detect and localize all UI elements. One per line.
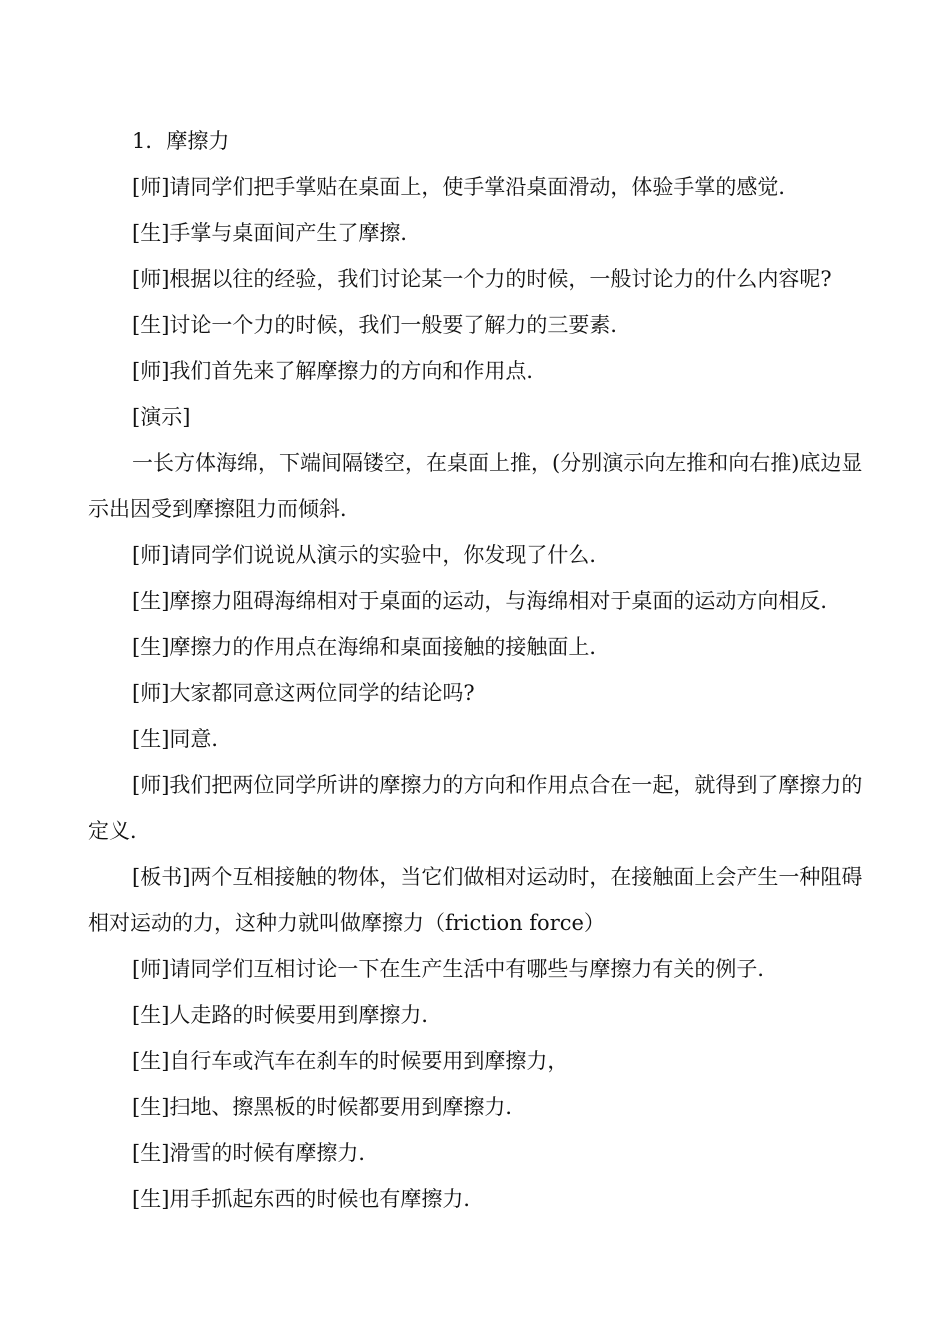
dialogue-line: [生]摩擦力阻碍海绵相对于桌面的运动，与海绵相对于桌面的运动方向相反．	[132, 589, 842, 613]
dialogue-line: [师]我们首先来了解摩擦力的方向和作用点．	[132, 359, 548, 383]
section-heading: 1．摩擦力	[132, 129, 230, 153]
dialogue-line: [生]讨论一个力的时候，我们一般要了解力的三要素．	[132, 313, 632, 337]
dialogue-line: [生]扫地、擦黑板的时候都要用到摩擦力．	[132, 1095, 527, 1119]
dialogue-line: [生]手掌与桌面间产生了摩擦．	[132, 221, 422, 245]
dialogue-line: [师]我们把两位同学所讲的摩擦力的方向和作用点合在一起，就得到了摩擦力的定义．	[88, 773, 863, 843]
dialogue-line: [师]大家都同意这两位同学的结论吗?	[132, 681, 475, 705]
dialogue-line: [生]用手抓起东西的时候也有摩擦力．	[132, 1187, 485, 1211]
dialogue-line: [生]同意．	[132, 727, 233, 751]
dialogue-line: [生]人走路的时候要用到摩擦力．	[132, 1003, 443, 1027]
board-definition: [板书]两个互相接触的物体，当它们做相对运动时，在接触面上会产生一种阻碍相对运动的力，这种力就叫做摩擦力（friction force）	[88, 865, 863, 935]
dialogue-line: [生]自行车或汽车在刹车的时候要用到摩擦力，	[132, 1049, 569, 1073]
dialogue-line: [师]请同学们说说从演示的实验中，你发现了什么．	[132, 543, 611, 567]
demo-description: 一长方体海绵，下端间隔镂空，在桌面上推，(分别演示向左推和向右推)底边显示出因受到摩擦阻力而倾斜．	[88, 451, 863, 521]
dialogue-line: [师]请同学们互相讨论一下在生产生活中有哪些与摩擦力有关的例子．	[132, 957, 779, 981]
dialogue-line: [生]滑雪的时候有摩擦力．	[132, 1141, 380, 1165]
dialogue-line: [生]摩擦力的作用点在海绵和桌面接触的接触面上．	[132, 635, 611, 659]
document-body	[88, 118, 868, 1222]
dialogue-line: [师]请同学们把手掌贴在桌面上，使手掌沿桌面滑动，体验手掌的感觉．	[132, 175, 800, 199]
demo-label: [演示]	[132, 405, 191, 429]
dialogue-line: [师]根据以往的经验，我们讨论某一个力的时候，一般讨论力的什么内容呢?	[132, 267, 832, 291]
